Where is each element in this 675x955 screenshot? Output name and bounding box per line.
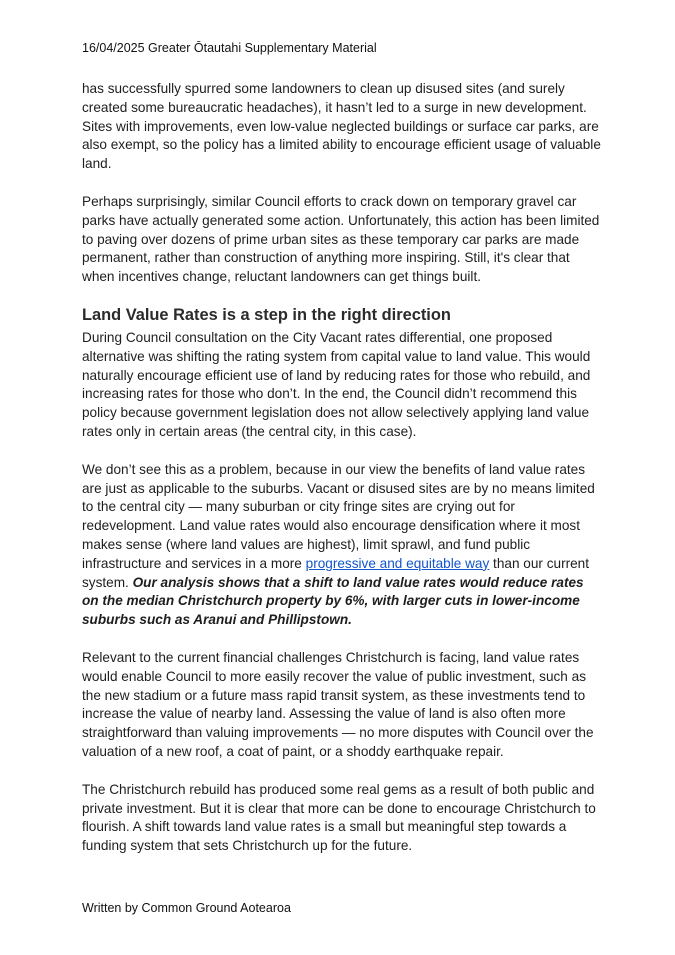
paragraph-1: has successfully spurred some landowners to clean up disused sites (and surely created some bureaucratic headaches), it hasn’t led to a surge in new development. Sites with improvements, even low-value neglected buildings or surface car parks, are also exempt, so the policy has a limited ability to encourage efficient usage of valuable land.	[82, 81, 601, 172]
progressive-equitable-link[interactable]: progressive and equitable way	[305, 555, 490, 571]
paragraph-4-text-continued: than our current system.	[82, 555, 590, 590]
paragraph-5: Relevant to the current financial challenges Christchurch is facing, land value rates would enable Council to more easily recover the value of public investment, such as the new stadium or a future mass rapid transit system, as these investments tend to increase the value of nearby land. Assessing the value of land is also often more straightforward than valuing improvements — no more disputes with Council over the valuation of a new roof, a coat of paint, or a shoddy earthquake repair.	[82, 649, 594, 759]
paragraph-4-emphasis: Our analysis shows that a shift to land value rates would reduce rates on the median Christchurch property by 6%, with larger cuts in lower-income suburbs such as Aranui and Phillipstown.	[82, 574, 584, 628]
paragraph-2: Perhaps surprisingly, similar Council efforts to crack down on temporary gravel car parks have actually generated some action. Unfortunately, this action has been limited to paving over dozens of prime urban sites as these temporary car parks are made permanent, rather than construction of anything more inspiring. Still, it's clear that when incentives change, reluctant landowners can get things built.	[82, 193, 600, 285]
page-footer: Written by Common Ground Aotearoa	[82, 901, 291, 915]
paragraph-4-text: We don’t see this as a problem, because in our view the benefits of land value rates are just as applicable to the suburbs. Vacant or disused sites are by no means limited to the central city — many suburban or city fringe sites are crying out for redevelopment. Land value rates would also encourage densification where it most makes sense (where land values are highest), limit sprawl, and fund public infrastructure and services in a more	[82, 461, 595, 571]
paragraph-4	[82, 461, 602, 630]
page-header: 16/04/2025 Greater Ōtautahi Supplementary Material	[82, 41, 377, 55]
paragraph-3: During Council consultation on the City Vacant rates differential, one proposed alternative was shifting the rating system from capital value to land value. This would naturally encourage efficient use of land by reducing rates for those who rebuild, and increasing rates for those who don’t. In the end, the Council didn’t recommend this policy because government legislation does not allow selectively applying land value rates only in certain areas (the central city, in this case).	[82, 329, 591, 439]
paragraph-6: The Christchurch rebuild has produced some real gems as a result of both public and private investment. But it is clear that more can be done to encourage Christchurch to flourish. A shift towards land value rates is a small but meaningful step towards a funding system that sets Christchurch up for the future.	[82, 781, 596, 854]
document-body	[82, 80, 602, 856]
section-heading: Land Value Rates is a step in the right direction	[82, 305, 451, 324]
